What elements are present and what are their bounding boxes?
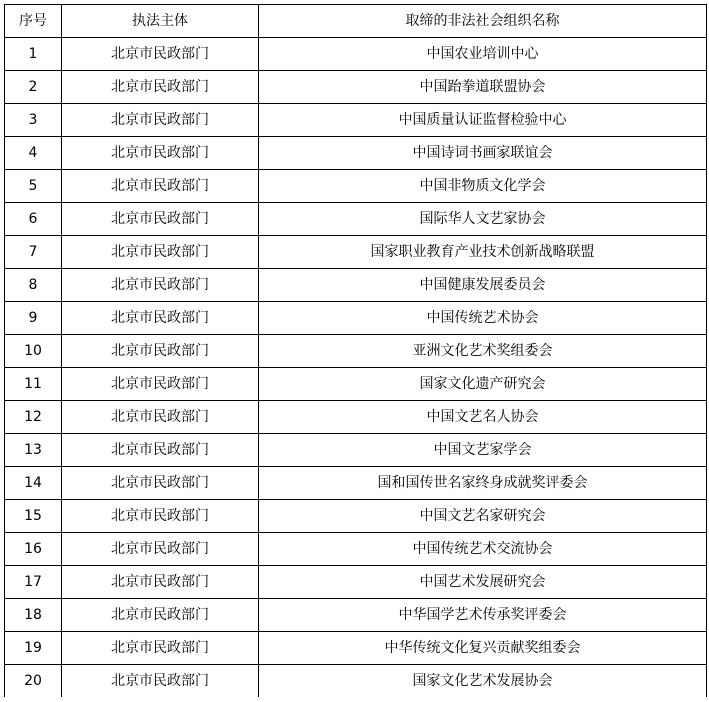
- cell-index: 16: [5, 533, 62, 566]
- cell-organization-name: 中国传统艺术交流协会: [259, 533, 707, 566]
- cell-enforcement-body: 北京市民政部门: [62, 236, 259, 269]
- illegal-organizations-table: [4, 4, 707, 697]
- table-row: [5, 335, 707, 368]
- cell-enforcement-body: 北京市民政部门: [62, 533, 259, 566]
- cell-enforcement-body: 北京市民政部门: [62, 665, 259, 698]
- cell-organization-name: 中国传统艺术协会: [259, 302, 707, 335]
- table-row: [5, 500, 707, 533]
- table-row: [5, 401, 707, 434]
- cell-index: 12: [5, 401, 62, 434]
- cell-enforcement-body: 北京市民政部门: [62, 599, 259, 632]
- cell-index: 4: [5, 137, 62, 170]
- table-container: [4, 4, 707, 697]
- table-row: [5, 203, 707, 236]
- table-header-row: [5, 5, 707, 38]
- cell-enforcement-body: 北京市民政部门: [62, 203, 259, 236]
- cell-enforcement-body: 北京市民政部门: [62, 170, 259, 203]
- cell-organization-name: 国家职业教育产业技术创新战略联盟: [259, 236, 707, 269]
- cell-enforcement-body: 北京市民政部门: [62, 632, 259, 665]
- cell-index: 20: [5, 665, 62, 698]
- header-organization-name: 取缔的非法社会组织名称: [259, 5, 707, 38]
- cell-organization-name: 中国文艺名家研究会: [259, 500, 707, 533]
- cell-organization-name: 国家文化艺术发展协会: [259, 665, 707, 698]
- table-row: [5, 665, 707, 698]
- cell-organization-name: 中国农业培训中心: [259, 38, 707, 71]
- cell-enforcement-body: 北京市民政部门: [62, 269, 259, 302]
- cell-enforcement-body: 北京市民政部门: [62, 500, 259, 533]
- cell-enforcement-body: 北京市民政部门: [62, 566, 259, 599]
- table-row: [5, 599, 707, 632]
- cell-index: 14: [5, 467, 62, 500]
- cell-index: 10: [5, 335, 62, 368]
- table-row: [5, 104, 707, 137]
- table-row: [5, 302, 707, 335]
- cell-enforcement-body: 北京市民政部门: [62, 302, 259, 335]
- cell-organization-name: 国家文化遗产研究会: [259, 368, 707, 401]
- cell-enforcement-body: 北京市民政部门: [62, 38, 259, 71]
- cell-organization-name: 中国非物质文化学会: [259, 170, 707, 203]
- cell-index: 1: [5, 38, 62, 71]
- cell-organization-name: 中国诗词书画家联谊会: [259, 137, 707, 170]
- cell-organization-name: 中国跆拳道联盟协会: [259, 71, 707, 104]
- table-row: [5, 368, 707, 401]
- cell-index: 5: [5, 170, 62, 203]
- table-row: [5, 434, 707, 467]
- header-index: 序号: [5, 5, 62, 38]
- table-body: [5, 38, 707, 698]
- cell-index: 9: [5, 302, 62, 335]
- cell-index: 13: [5, 434, 62, 467]
- cell-index: 11: [5, 368, 62, 401]
- cell-index: 15: [5, 500, 62, 533]
- cell-index: 17: [5, 566, 62, 599]
- cell-index: 3: [5, 104, 62, 137]
- cell-enforcement-body: 北京市民政部门: [62, 104, 259, 137]
- cell-index: 8: [5, 269, 62, 302]
- table-row: [5, 467, 707, 500]
- cell-index: 6: [5, 203, 62, 236]
- cell-organization-name: 中国质量认证监督检验中心: [259, 104, 707, 137]
- cell-index: 18: [5, 599, 62, 632]
- table-row: [5, 269, 707, 302]
- cell-enforcement-body: 北京市民政部门: [62, 467, 259, 500]
- cell-organization-name: 国和国传世名家终身成就奖评委会: [259, 467, 707, 500]
- cell-organization-name: 中国艺术发展研究会: [259, 566, 707, 599]
- cell-organization-name: 中国文艺名人协会: [259, 401, 707, 434]
- cell-index: 7: [5, 236, 62, 269]
- cell-index: 19: [5, 632, 62, 665]
- table-row: [5, 38, 707, 71]
- table-row: [5, 236, 707, 269]
- cell-organization-name: 中国文艺家学会: [259, 434, 707, 467]
- table-row: [5, 566, 707, 599]
- table-row: [5, 71, 707, 104]
- cell-enforcement-body: 北京市民政部门: [62, 137, 259, 170]
- table-row: [5, 533, 707, 566]
- cell-organization-name: 中华国学艺术传承奖评委会: [259, 599, 707, 632]
- cell-index: 2: [5, 71, 62, 104]
- cell-organization-name: 中国健康发展委员会: [259, 269, 707, 302]
- table-row: [5, 137, 707, 170]
- cell-enforcement-body: 北京市民政部门: [62, 434, 259, 467]
- cell-enforcement-body: 北京市民政部门: [62, 401, 259, 434]
- cell-enforcement-body: 北京市民政部门: [62, 368, 259, 401]
- cell-organization-name: 中华传统文化复兴贡献奖组委会: [259, 632, 707, 665]
- table-row: [5, 170, 707, 203]
- cell-enforcement-body: 北京市民政部门: [62, 71, 259, 104]
- header-enforcement-body: 执法主体: [62, 5, 259, 38]
- table-row: [5, 632, 707, 665]
- cell-enforcement-body: 北京市民政部门: [62, 335, 259, 368]
- cell-organization-name: 国际华人文艺家协会: [259, 203, 707, 236]
- cell-organization-name: 亚洲文化艺术奖组委会: [259, 335, 707, 368]
